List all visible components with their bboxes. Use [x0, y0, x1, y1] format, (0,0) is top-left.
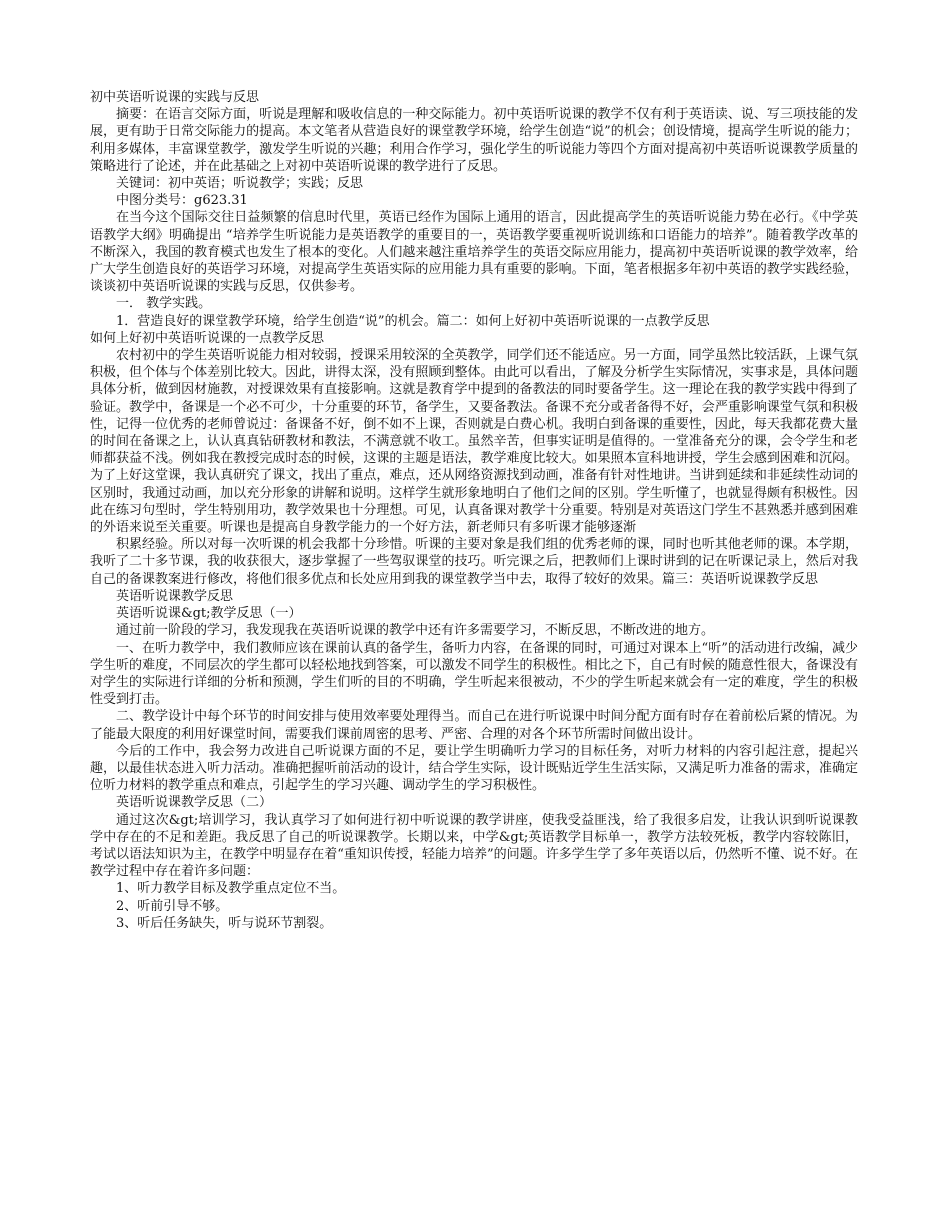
abstract-paragraph: 摘要：在语言交际方面，听说是理解和吸收信息的一种交际能力。初中英语听说课的教学不仅有利于英语读、说、写三项技能的发展，更有助于日常交际能力的提高。本文笔者从营造良好的课堂教学环境，给学生创造“说”的机会；创设情境，提高学生听说的能力；利用多媒体，丰富课堂教学，激发学生听说的兴趣；利用合作学习，强化学生的听说能力等四个方面对提高初中英语听说课教学质量的策略进行了论述，并在此基础之上对初中英语听说课的教学进行了反思。	[90, 107, 858, 174]
reflection-two-heading: 英语听说课教学反思（二）	[116, 795, 273, 811]
intro-paragraph: 在当今这个国际交往日益频繁的信息时代里，英语已经作为国际上通用的语言，因此提高学生的英语听说能力势在必行。《中学英语教学大纲》明确提出 “培养学生听说能力是英语教学的重要目的一，英语教学要重视听说训练和口语能力的培养”。随着教学改革的不断深入，我国的教育模式也发生了根本的变化。人们越来越注重培养学生的英语交际应用能力，提高初中英语听说课的教学效率，给广大学生创造良好的英语学习环境，对提高学生英语实际的应用能力具有重要的影响。下面，笔者根据多年初中英语的教学实践经验，谈谈初中英语听说课的实践与反思，仅供参考。	[90, 210, 858, 295]
reflection-one-heading: 英语听说课&gt;教学反思（一）	[116, 606, 302, 622]
body-paragraph: 通过这次&gt;培训学习，我认真学习了如何进行初中听说课的教学讲座，使我受益匪浅，给了我很多启发，让我认识到听说课教学中存在的不足和差距。我反思了自己的听说课教学。长期以来，中学&gt;英语教学目标单一，教学方法较死板，教学内容较陈旧，考试以语法知识为主，在教学中明显存在着“重知识传授，轻能力培养”的问题。许多学生学了多年英语以后，仍然听不懂、说不好。在教学过程中存在着许多问题：	[90, 812, 858, 880]
body-paragraph: 二、教学设计中每个环节的时间安排与使用效率要处理得当。而自己在进行听说课中时间分配方面有时存在着前松后紧的情况。为了能最大限度的利用好课堂时间，需要我们课前周密的思考、严密、合理的对各个环节所需时间做出设计。	[90, 709, 858, 742]
article-two-title: 如何上好初中英语听说课的一点教学反思	[90, 330, 325, 346]
body-paragraph: 积累经验。所以对每一次听课的机会我都十分珍惜。听课的主要对象是我们组的优秀老师的课，同时也听其他老师的课。本学期，我听了二十多节课，我的收获很大，逐步掌握了一些驾驭课堂的技巧。听完课之后，把教师们上课时讲到的记在听课记录上，然后对我自己的备课教案进行修改，将他们很多优点和长处应用到我的课堂教学当中去，取得了较好的效果。篇三：英语听说课教学反思	[90, 537, 858, 587]
document-body	[90, 89, 858, 932]
section-heading-practice: 一． 教学实践。	[116, 296, 212, 312]
document-title: 初中英语听说课的实践与反思	[90, 90, 260, 105]
keywords-line: 关键词：初中英语；听说教学；实践；反思	[116, 176, 364, 192]
body-paragraph: 通过前一阶段的学习，我发现我在英语听说课的教学中还有许多需要学习，不断反思，不断改进的地方。	[116, 623, 715, 639]
body-paragraph: 农村初中的学生英语听说能力相对较弱，授课采用较深的全英教学，同学们还不能适应。另一方面，同学虽然比较活跃，上课气氛积极，但个体与个体差别比较大。因此，讲得太深，没有照顾到整体。由此可以看出，了解及分析学生实际情况，实事求是，具体问题具体分析，做到因材施教，对授课效果有直接影响。这就是教育学中提到的备教法的同时要备学生。这一理论在我的教学实践中得到了验证。教学中，备课是一个必不可少，十分重要的环节，备学生，又要备教法。备课不充分或者备得不好，会严重影响课堂气氛和积极性，记得一位优秀的老师曾说过：备课备不好，倒不如不上课，否则就是白费心机。我明白到备课的重要性，因此，每天我都花费大量的时间在备课之上，认认真真钻研教材和教法，不满意就不收工。虽然辛苦，但事实证明是值得的。一堂准备充分的课，会令学生和老师都获益不浅。例如我在教授完成时态的时候，这课的主题是语法，教学难度比较大。如果照本宣科地讲授，学生会感到困难和沉闷。为了上好这堂课，我认真研究了课文，找出了重点，难点，还从网络资源找到动画，准备有针对性地讲。当讲到延续和非延续性动词的区别时，我通过动画，加以充分形象的讲解和说明。这样学生就形象地明白了他们之间的区别。学生听懂了，也就显得颇有积极性。因此在练习句型时，学生特别用功，教学效果也十分理想。可见，认真备课对教学十分重要。特别是对英语这门学生不甚熟悉并感到困难的外语来说至关重要。听课也是提高自身教学能力的一个好方法，新老师只有多听课才能够逐渐	[90, 348, 858, 536]
classification-number: 中图分类号：g623.31	[116, 193, 248, 209]
problem-list-item: 1、听力教学目标及教学重点定位不当。	[116, 881, 346, 897]
body-paragraph: 今后的工作中，我会努力改进自己听说课方面的不足，要让学生明确听力学习的目标任务，对听力材料的内容引起注意，提起兴趣，以最佳状态进入听力活动。准确把握听前活动的设计，结合学生实际，设计既贴近学生生活实际，又满足听力准备的需求，准确定位听力材料的教学重点和难点，引起学生的学习兴趣、调动学生的学习积极性。	[90, 743, 858, 794]
article-three-title: 英语听说课教学反思	[116, 588, 234, 604]
problem-list-item: 2、听前引导不够。	[116, 898, 229, 914]
body-paragraph: 一、在听力教学中，我们教师应该在课前认真的备学生，备听力内容，在备课的同时，可通过对课本上“听”的活动进行改编，减少学生听的难度，不同层次的学生都可以轻松地找到答案，可以激发不同学生的积极性。相比之下，自己有时候的随意性很大，备课没有对学生的实际进行详细的分析和预测，学生们听的目的不明确，学生听起来很被动，不少的学生听起来就会有一定的难度，学生的积极性受到打击。	[90, 640, 858, 708]
subsection-heading-1: 1．营造良好的课堂教学环境，给学生创造“说”的机会。篇二：如何上好初中英语听说课的一点教学反思	[116, 313, 710, 329]
problem-list-item: 3、听后任务缺失，听与说环节割裂。	[116, 915, 333, 931]
